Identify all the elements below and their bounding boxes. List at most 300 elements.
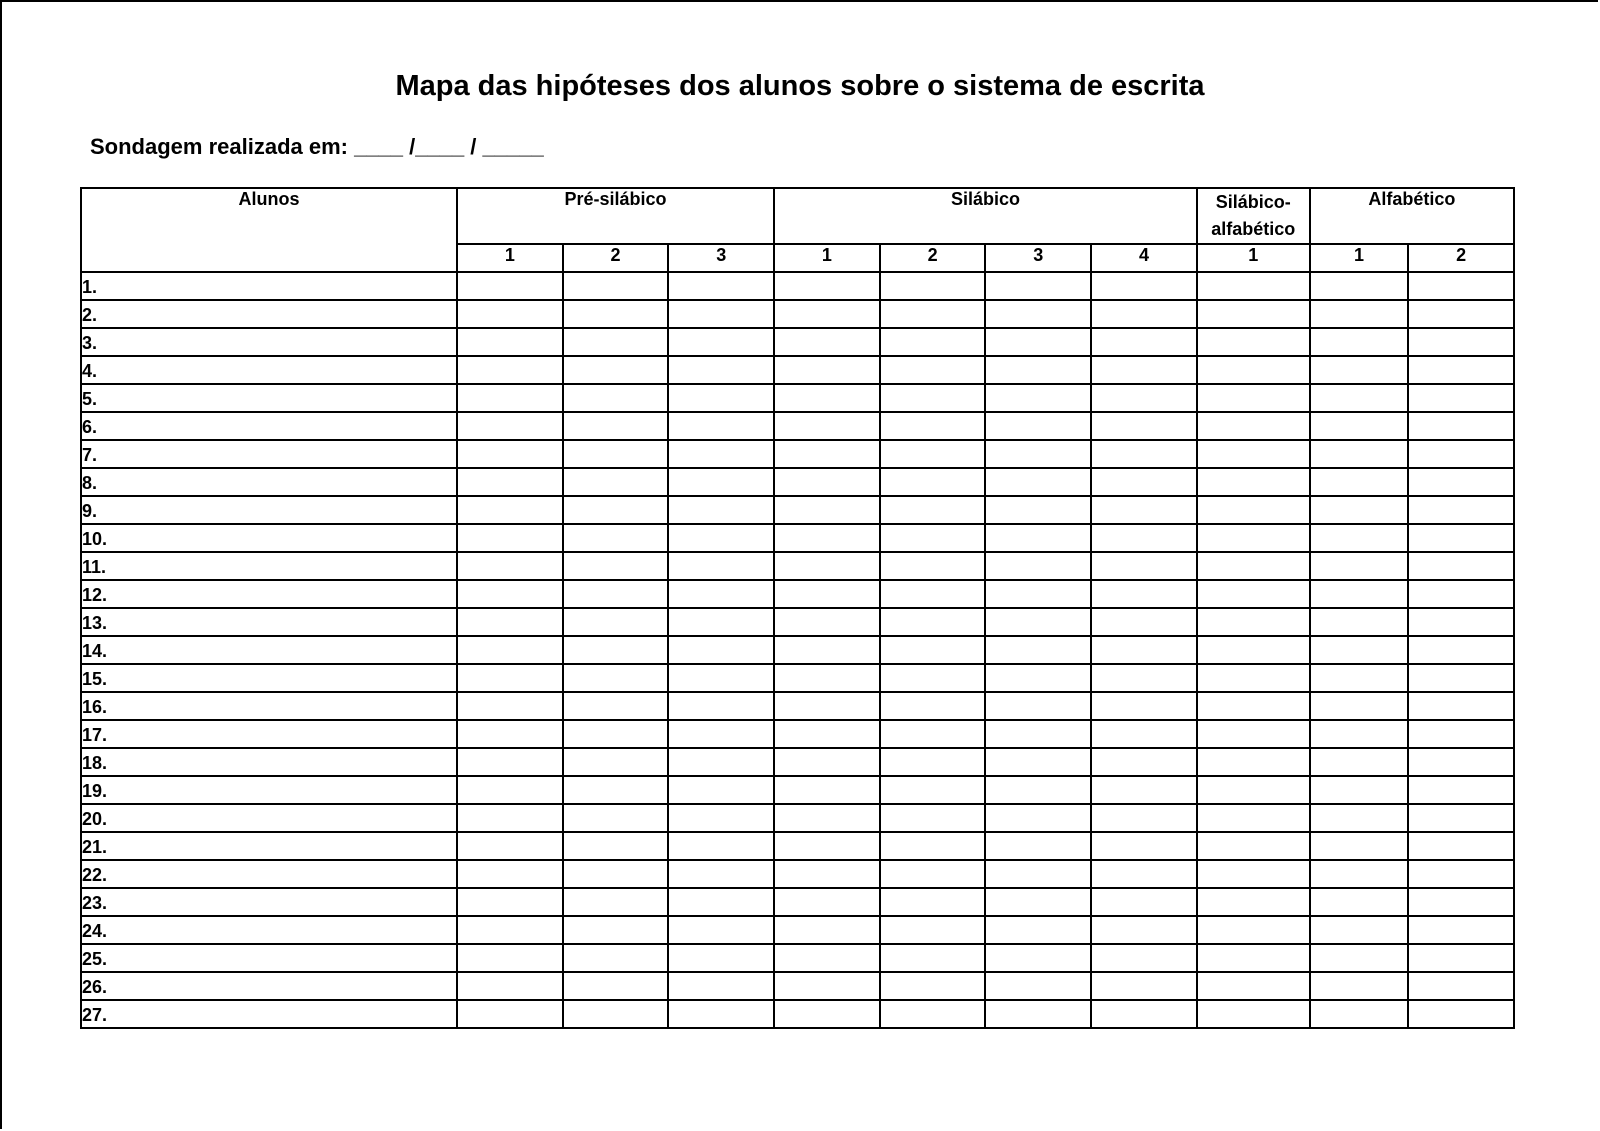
level-cell bbox=[774, 776, 880, 804]
student-number: 22. bbox=[81, 860, 457, 888]
level-cell bbox=[1310, 748, 1409, 776]
student-number: 2. bbox=[81, 300, 457, 328]
level-cell bbox=[457, 1000, 563, 1028]
level-cell bbox=[1408, 524, 1514, 552]
table-row bbox=[81, 776, 1514, 804]
table-row bbox=[81, 860, 1514, 888]
level-cell bbox=[1408, 832, 1514, 860]
table-row bbox=[81, 412, 1514, 440]
level-cell bbox=[668, 356, 774, 384]
level-cell bbox=[1310, 804, 1409, 832]
level-cell bbox=[985, 608, 1091, 636]
level-cell bbox=[457, 440, 563, 468]
level-cell bbox=[1091, 356, 1197, 384]
level-cell bbox=[985, 356, 1091, 384]
level-cell bbox=[1197, 972, 1310, 1000]
level-cell bbox=[668, 832, 774, 860]
table-row bbox=[81, 832, 1514, 860]
level-cell bbox=[985, 580, 1091, 608]
level-cell bbox=[1091, 692, 1197, 720]
level-cell bbox=[985, 972, 1091, 1000]
level-cell bbox=[563, 916, 669, 944]
level-cell bbox=[563, 860, 669, 888]
level-cell bbox=[563, 272, 669, 300]
level-cell bbox=[880, 720, 986, 748]
level-cell bbox=[668, 944, 774, 972]
level-cell bbox=[774, 860, 880, 888]
table-row bbox=[81, 524, 1514, 552]
level-cell bbox=[563, 384, 669, 412]
table-row bbox=[81, 748, 1514, 776]
level-cell bbox=[668, 692, 774, 720]
level-cell bbox=[1310, 1000, 1409, 1028]
level-cell bbox=[1197, 664, 1310, 692]
level-cell bbox=[880, 468, 986, 496]
level-cell bbox=[1091, 972, 1197, 1000]
level-cell bbox=[985, 636, 1091, 664]
level-cell bbox=[1091, 496, 1197, 524]
level-cell bbox=[1408, 412, 1514, 440]
level-cell bbox=[880, 692, 986, 720]
student-number: 6. bbox=[81, 412, 457, 440]
table-row bbox=[81, 944, 1514, 972]
level-cell bbox=[1197, 272, 1310, 300]
level-cell bbox=[1408, 1000, 1514, 1028]
level-cell bbox=[880, 972, 986, 1000]
student-number: 4. bbox=[81, 356, 457, 384]
level-cell bbox=[1091, 776, 1197, 804]
level-header: 1 bbox=[774, 244, 880, 272]
level-cell bbox=[1408, 300, 1514, 328]
level-cell bbox=[985, 664, 1091, 692]
level-cell bbox=[1408, 608, 1514, 636]
level-cell bbox=[985, 328, 1091, 356]
student-number: 24. bbox=[81, 916, 457, 944]
level-cell bbox=[774, 832, 880, 860]
level-cell bbox=[985, 300, 1091, 328]
level-cell bbox=[563, 944, 669, 972]
level-cell bbox=[1197, 524, 1310, 552]
level-cell bbox=[668, 664, 774, 692]
level-cell bbox=[1310, 328, 1409, 356]
student-number: 9. bbox=[81, 496, 457, 524]
level-cell bbox=[457, 888, 563, 916]
level-cell bbox=[563, 776, 669, 804]
level-cell bbox=[1310, 720, 1409, 748]
level-cell bbox=[1310, 860, 1409, 888]
level-cell bbox=[1091, 328, 1197, 356]
level-cell bbox=[668, 916, 774, 944]
level-cell bbox=[1310, 440, 1409, 468]
level-cell bbox=[1408, 888, 1514, 916]
level-cell bbox=[1310, 496, 1409, 524]
level-cell bbox=[1408, 720, 1514, 748]
level-cell bbox=[1197, 468, 1310, 496]
level-cell bbox=[668, 272, 774, 300]
level-cell bbox=[985, 1000, 1091, 1028]
level-cell bbox=[1310, 580, 1409, 608]
level-cell bbox=[1310, 272, 1409, 300]
level-cell bbox=[774, 748, 880, 776]
level-cell bbox=[457, 636, 563, 664]
level-cell bbox=[457, 776, 563, 804]
level-cell bbox=[457, 972, 563, 1000]
level-cell bbox=[1197, 944, 1310, 972]
table-row bbox=[81, 692, 1514, 720]
level-cell bbox=[880, 832, 986, 860]
level-cell bbox=[457, 748, 563, 776]
level-cell bbox=[563, 888, 669, 916]
group-header-pre-silabico: Pré-silábico bbox=[457, 188, 774, 244]
level-cell bbox=[985, 860, 1091, 888]
level-header: 1 bbox=[457, 244, 563, 272]
level-cell bbox=[880, 524, 986, 552]
level-cell bbox=[668, 720, 774, 748]
level-cell bbox=[985, 468, 1091, 496]
level-cell bbox=[985, 384, 1091, 412]
level-cell bbox=[1091, 580, 1197, 608]
level-cell bbox=[457, 356, 563, 384]
level-cell bbox=[880, 580, 986, 608]
student-number: 23. bbox=[81, 888, 457, 916]
students-header: Alunos bbox=[81, 188, 457, 272]
level-cell bbox=[1197, 1000, 1310, 1028]
student-number: 17. bbox=[81, 720, 457, 748]
level-cell bbox=[457, 384, 563, 412]
level-cell bbox=[880, 440, 986, 468]
level-cell bbox=[774, 272, 880, 300]
level-cell bbox=[1310, 888, 1409, 916]
level-header: 2 bbox=[563, 244, 669, 272]
level-cell bbox=[880, 748, 986, 776]
level-cell bbox=[1091, 1000, 1197, 1028]
level-cell bbox=[774, 664, 880, 692]
level-cell bbox=[457, 300, 563, 328]
level-cell bbox=[774, 636, 880, 664]
level-cell bbox=[774, 412, 880, 440]
level-header: 2 bbox=[1408, 244, 1514, 272]
level-cell bbox=[1310, 356, 1409, 384]
level-cell bbox=[1197, 888, 1310, 916]
level-cell bbox=[668, 524, 774, 552]
level-cell bbox=[985, 720, 1091, 748]
level-cell bbox=[774, 328, 880, 356]
level-cell bbox=[1408, 552, 1514, 580]
level-cell bbox=[880, 1000, 986, 1028]
level-cell bbox=[457, 804, 563, 832]
level-cell bbox=[457, 664, 563, 692]
level-header: 1 bbox=[1197, 244, 1310, 272]
level-cell bbox=[1310, 468, 1409, 496]
level-cell bbox=[1197, 804, 1310, 832]
table-row bbox=[81, 720, 1514, 748]
level-cell bbox=[1091, 636, 1197, 664]
level-cell bbox=[1091, 888, 1197, 916]
level-header: 3 bbox=[668, 244, 774, 272]
level-cell bbox=[774, 1000, 880, 1028]
level-cell bbox=[563, 720, 669, 748]
level-cell bbox=[1408, 384, 1514, 412]
level-cell bbox=[774, 804, 880, 832]
level-cell bbox=[1310, 916, 1409, 944]
level-cell bbox=[1197, 496, 1310, 524]
level-cell bbox=[774, 552, 880, 580]
level-header: 2 bbox=[880, 244, 986, 272]
level-cell bbox=[1197, 356, 1310, 384]
level-cell bbox=[668, 888, 774, 916]
level-cell bbox=[563, 412, 669, 440]
level-cell bbox=[985, 692, 1091, 720]
level-cell bbox=[563, 440, 669, 468]
student-number: 18. bbox=[81, 748, 457, 776]
table-row bbox=[81, 1000, 1514, 1028]
level-cell bbox=[774, 972, 880, 1000]
student-number: 21. bbox=[81, 832, 457, 860]
level-cell bbox=[1197, 776, 1310, 804]
level-cell bbox=[985, 944, 1091, 972]
level-cell bbox=[1197, 608, 1310, 636]
silabico-alfabetico-label: Silábico-alfabético bbox=[1211, 192, 1296, 239]
level-cell bbox=[985, 412, 1091, 440]
student-number: 7. bbox=[81, 440, 457, 468]
table-row bbox=[81, 888, 1514, 916]
table-row bbox=[81, 328, 1514, 356]
level-cell bbox=[1197, 300, 1310, 328]
level-cell bbox=[563, 468, 669, 496]
level-cell bbox=[1408, 944, 1514, 972]
level-cell bbox=[457, 692, 563, 720]
level-cell bbox=[1197, 552, 1310, 580]
level-cell bbox=[668, 636, 774, 664]
level-cell bbox=[457, 552, 563, 580]
level-cell bbox=[985, 832, 1091, 860]
level-cell bbox=[563, 356, 669, 384]
level-cell bbox=[880, 272, 986, 300]
level-cell bbox=[1091, 860, 1197, 888]
level-cell bbox=[880, 916, 986, 944]
level-cell bbox=[880, 860, 986, 888]
student-number: 26. bbox=[81, 972, 457, 1000]
student-number: 1. bbox=[81, 272, 457, 300]
student-number: 13. bbox=[81, 608, 457, 636]
level-cell bbox=[668, 300, 774, 328]
level-cell bbox=[1091, 748, 1197, 776]
level-cell bbox=[774, 356, 880, 384]
level-cell bbox=[1197, 692, 1310, 720]
level-cell bbox=[985, 804, 1091, 832]
level-cell bbox=[457, 916, 563, 944]
level-cell bbox=[1408, 356, 1514, 384]
level-cell bbox=[1197, 720, 1310, 748]
level-cell bbox=[1310, 608, 1409, 636]
level-cell bbox=[668, 496, 774, 524]
level-cell bbox=[985, 496, 1091, 524]
level-cell bbox=[880, 328, 986, 356]
student-number: 27. bbox=[81, 1000, 457, 1028]
level-cell bbox=[1091, 552, 1197, 580]
level-cell bbox=[457, 580, 563, 608]
level-cell bbox=[563, 608, 669, 636]
table-row bbox=[81, 384, 1514, 412]
level-header: 4 bbox=[1091, 244, 1197, 272]
level-cell bbox=[1408, 496, 1514, 524]
table-row bbox=[81, 440, 1514, 468]
level-cell bbox=[457, 272, 563, 300]
level-cell bbox=[668, 440, 774, 468]
level-cell bbox=[1091, 944, 1197, 972]
group-header-silabico: Silábico bbox=[774, 188, 1197, 244]
level-cell bbox=[774, 384, 880, 412]
level-cell bbox=[1091, 412, 1197, 440]
level-cell bbox=[1408, 328, 1514, 356]
level-cell bbox=[774, 720, 880, 748]
level-cell bbox=[985, 440, 1091, 468]
level-cell bbox=[774, 608, 880, 636]
table-row bbox=[81, 356, 1514, 384]
level-cell bbox=[668, 860, 774, 888]
level-cell bbox=[457, 328, 563, 356]
level-cell bbox=[668, 776, 774, 804]
table-row bbox=[81, 300, 1514, 328]
level-cell bbox=[457, 860, 563, 888]
level-cell bbox=[985, 272, 1091, 300]
level-cell bbox=[1408, 972, 1514, 1000]
level-cell bbox=[985, 776, 1091, 804]
level-cell bbox=[880, 636, 986, 664]
level-cell bbox=[1197, 384, 1310, 412]
student-number: 14. bbox=[81, 636, 457, 664]
table-row bbox=[81, 972, 1514, 1000]
level-cell bbox=[457, 720, 563, 748]
student-number: 11. bbox=[81, 552, 457, 580]
level-cell bbox=[1091, 440, 1197, 468]
table-row bbox=[81, 636, 1514, 664]
level-cell bbox=[880, 412, 986, 440]
level-cell bbox=[1197, 636, 1310, 664]
level-cell bbox=[1408, 860, 1514, 888]
level-cell bbox=[985, 888, 1091, 916]
level-cell bbox=[774, 300, 880, 328]
student-number: 25. bbox=[81, 944, 457, 972]
level-cell bbox=[774, 524, 880, 552]
level-cell bbox=[668, 328, 774, 356]
level-cell bbox=[774, 888, 880, 916]
level-cell bbox=[457, 412, 563, 440]
level-cell bbox=[457, 944, 563, 972]
hypotheses-table bbox=[80, 187, 1515, 1029]
level-cell bbox=[563, 328, 669, 356]
level-cell bbox=[668, 552, 774, 580]
level-cell bbox=[774, 916, 880, 944]
level-cell bbox=[1091, 720, 1197, 748]
level-cell bbox=[1408, 664, 1514, 692]
level-cell bbox=[1091, 468, 1197, 496]
level-cell bbox=[668, 748, 774, 776]
level-cell bbox=[563, 832, 669, 860]
level-cell bbox=[1091, 804, 1197, 832]
level-cell bbox=[1408, 580, 1514, 608]
level-cell bbox=[985, 748, 1091, 776]
student-number: 5. bbox=[81, 384, 457, 412]
level-cell bbox=[1091, 272, 1197, 300]
level-cell bbox=[985, 916, 1091, 944]
level-cell bbox=[563, 524, 669, 552]
level-cell bbox=[457, 524, 563, 552]
level-cell bbox=[668, 412, 774, 440]
level-cell bbox=[563, 580, 669, 608]
level-cell bbox=[1197, 748, 1310, 776]
level-cell bbox=[774, 468, 880, 496]
level-cell bbox=[1091, 832, 1197, 860]
group-header-alfabetico: Alfabético bbox=[1310, 188, 1514, 244]
level-cell bbox=[1408, 272, 1514, 300]
level-cell bbox=[1197, 412, 1310, 440]
level-cell bbox=[1091, 608, 1197, 636]
level-cell bbox=[563, 804, 669, 832]
student-number: 3. bbox=[81, 328, 457, 356]
table-row bbox=[81, 580, 1514, 608]
level-cell bbox=[668, 1000, 774, 1028]
level-cell bbox=[1408, 748, 1514, 776]
level-cell bbox=[880, 552, 986, 580]
level-cell bbox=[985, 524, 1091, 552]
student-number: 8. bbox=[81, 468, 457, 496]
table-body bbox=[81, 272, 1514, 1028]
level-cell bbox=[1197, 916, 1310, 944]
table-row bbox=[81, 608, 1514, 636]
student-number: 16. bbox=[81, 692, 457, 720]
level-cell bbox=[1408, 776, 1514, 804]
level-cell bbox=[1310, 384, 1409, 412]
level-header: 1 bbox=[1310, 244, 1409, 272]
table-row bbox=[81, 468, 1514, 496]
level-cell bbox=[880, 300, 986, 328]
level-cell bbox=[985, 552, 1091, 580]
level-cell bbox=[1310, 944, 1409, 972]
level-cell bbox=[880, 664, 986, 692]
survey-date-line: Sondagem realizada em: ____ /____ / _____ bbox=[90, 134, 544, 159]
student-number: 15. bbox=[81, 664, 457, 692]
level-cell bbox=[1197, 328, 1310, 356]
level-cell bbox=[563, 552, 669, 580]
level-cell bbox=[668, 972, 774, 1000]
level-cell bbox=[880, 804, 986, 832]
table-row bbox=[81, 804, 1514, 832]
student-number: 12. bbox=[81, 580, 457, 608]
level-cell bbox=[668, 384, 774, 412]
level-cell bbox=[563, 636, 669, 664]
level-cell bbox=[1091, 664, 1197, 692]
level-cell bbox=[1408, 916, 1514, 944]
level-cell bbox=[457, 608, 563, 636]
level-cell bbox=[1310, 832, 1409, 860]
level-cell bbox=[1091, 300, 1197, 328]
level-cell bbox=[1310, 300, 1409, 328]
level-cell bbox=[1197, 860, 1310, 888]
table-row bbox=[81, 272, 1514, 300]
table-row bbox=[81, 496, 1514, 524]
level-cell bbox=[668, 580, 774, 608]
level-cell bbox=[1310, 776, 1409, 804]
level-cell bbox=[880, 944, 986, 972]
level-cell bbox=[1091, 524, 1197, 552]
level-cell bbox=[1408, 804, 1514, 832]
level-cell bbox=[457, 496, 563, 524]
level-cell bbox=[668, 804, 774, 832]
level-cell bbox=[563, 300, 669, 328]
level-cell bbox=[563, 692, 669, 720]
level-cell bbox=[774, 944, 880, 972]
